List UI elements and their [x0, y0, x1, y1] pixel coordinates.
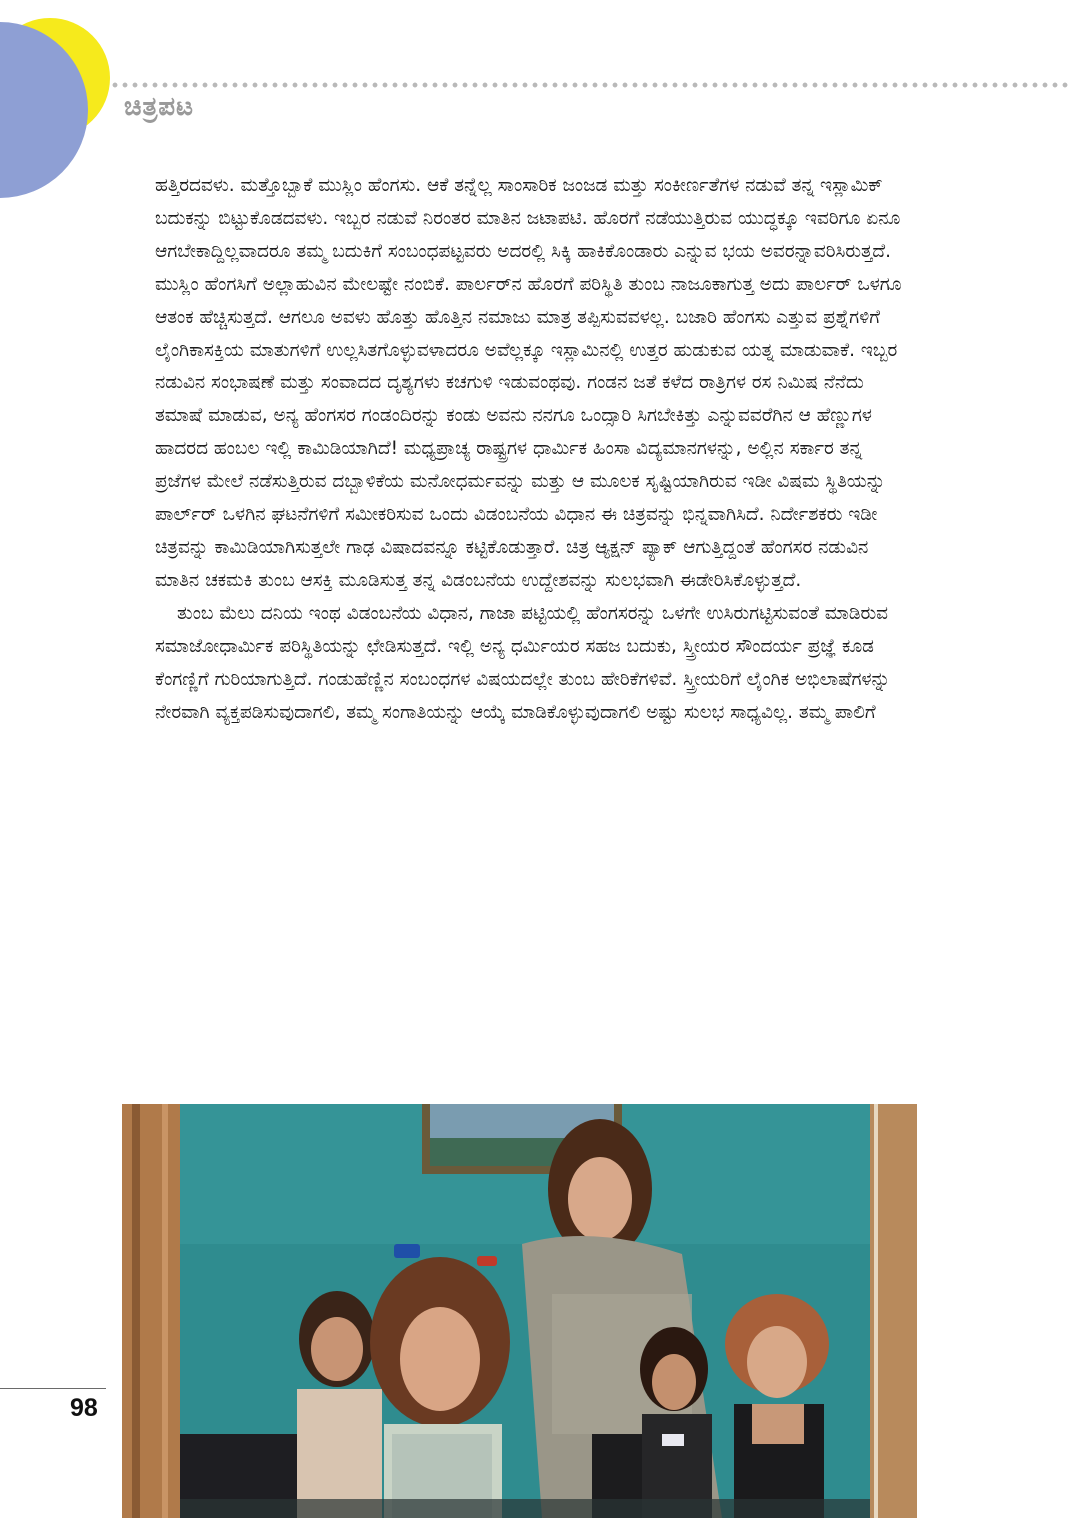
article-paragraph-1: ಹತ್ತಿರದವಳು. ಮತ್ತೊಬ್ಬಾಕೆ ಮುಸ್ಲಿಂ ಹೆಂಗಸು. ಆಕೆ ತನ್ನೆಲ್ಲ ಸಾಂಸಾರಿಕ ಜಂಜಡ ಮತ್ತು ಸಂಕೀರ್ಣತೆಗಳ ನಡುವೆ ತನ್ನ ಇಸ್ಲಾಮಿಕ್ ಬದುಕನ್ನು ಬಿಟ್ಟುಕೊಡದವಳು. ಇಬ್ಬರ ನಡುವೆ ನಿರಂತರ ಮಾತಿನ ಜಟಾಪಟಿ. ಹೊರಗೆ ನಡೆಯುತ್ತಿರುವ ಯುದ್ಧಕ್ಕೂ ಇವರಿಗೂ ಏನೂ ಆಗಬೇಕಾದ್ದಿಲ್ಲವಾದರೂ ತಮ್ಮ ಬದುಕಿಗೆ ಸಂಬಂಧಪಟ್ಟವರು ಅದರಲ್ಲಿ ಸಿಕ್ಕಿ ಹಾಕಿಕೊಂಡಾರು ಎನ್ನುವ ಭಯ ಅವರನ್ನಾವರಿಸಿರುತ್ತದೆ. ಮುಸ್ಲಿಂ ಹೆಂಗಸಿಗೆ ಅಲ್ಲಾಹುವಿನ ಮೇಲಷ್ಟೇ ನಂಬಿಕೆ. ಪಾರ್ಲರ್‌ನ ಹೊರಗೆ ಪರಿಸ್ಥಿತಿ ತುಂಬ ನಾಜೂಕಾಗುತ್ತ ಅದು ಪಾರ್ಲರ್ ಒಳಗೂ ಆತಂಕ ಹೆಚ್ಚಿಸುತ್ತದೆ. ಆಗಲೂ ಅವಳು ಹೊತ್ತು ಹೊತ್ತಿನ ನಮಾಜು ಮಾತ್ರ ತಪ್ಪಿಸುವವಳಲ್ಲ. ಬಜಾರಿ ಹೆಂಗಸು ಎತ್ತುವ ಪ್ರಶ್ನೆಗಳಿಗೆ ಲೈಂಗಿಕಾಸಕ್ತಿಯ ಮಾತುಗಳಿಗೆ ಉಲ್ಲಸಿತಗೊಳ್ಳುವಳಾದರೂ ಅವೆಲ್ಲಕ್ಕೂ ಇಸ್ಲಾಮಿನಲ್ಲಿ ಉತ್ತರ ಹುಡುಕುವ ಯತ್ನ ಮಾಡುವಾಕೆ. ಇಬ್ಬರ ನಡುವಿನ ಸಂಭಾಷಣೆ ಮತ್ತು ಸಂವಾದದ ದೃಶ್ಯಗಳು ಕಚಗುಳಿ ಇಡುವಂಥವು. ಗಂಡನ ಜತೆ ಕಳೆದ ರಾತ್ರಿಗಳ ರಸ ನಿಮಿಷ ನೆನೆದು ತಮಾಷೆ ಮಾಡುವ, ಅನ್ಯ ಹೆಂಗಸರ ಗಂಡಂದಿರನ್ನು ಕಂಡು ಅವನು ನನಗೂ ಒಂದ್ಸಾರಿ ಸಿಗಬೇಕಿತ್ತು ಎನ್ನುವವರೆಗಿನ ಆ ಹೆಣ್ಣುಗಳ ಹಾದರದ ಹಂಬಲ ಇಲ್ಲಿ ಕಾಮಿಡಿಯಾಗಿದೆ! ಮಧ್ಯಪ್ರಾಚ್ಯ ರಾಷ್ಟ್ರಗಳ ಧಾರ್ಮಿಕ ಹಿಂಸಾ ವಿದ್ಯಮಾನಗಳನ್ನು, ಅಲ್ಲಿನ ಸರ್ಕಾರ ತನ್ನ ಪ್ರಜೆಗಳ ಮೇಲೆ ನಡೆಸುತ್ತಿರುವ ದಬ್ಬಾಳಿಕೆಯ ಮನೋಧರ್ಮವನ್ನು ಮತ್ತು ಆ ಮೂಲಕ ಸೃಷ್ಟಿಯಾಗಿರುವ ಇಡೀ ವಿಷಮ ಸ್ಥಿತಿಯನ್ನು ಪಾರ್ಲ್‌ರ್ ಒಳಗಿನ ಘಟನೆಗಳಿಗೆ ಸಮೀಕರಿಸುವ ಒಂದು ವಿಡಂಬನೆಯ ವಿಧಾನ ಈ ಚಿತ್ರವನ್ನು ಭಿನ್ನವಾಗಿಸಿದೆ. ನಿರ್ದೇಶಕರು ಇಡೀ ಚಿತ್ರವನ್ನು ಕಾಮಿಡಿಯಾಗಿಸುತ್ತಲೇ ಗಾಢ ವಿಷಾದವನ್ನೂ ಕಟ್ಟಿಕೊಡುತ್ತಾರೆ. ಚಿತ್ರ ಆ್ಯಕ್ಷನ್ ಪ್ಯಾಕ್ ಆಗುತ್ತಿದ್ದಂತೆ ಹೆಂಗಸರ ನಡುವಿನ ಮಾತಿನ ಚಕಮಕಿ ತುಂಬ ಆಸಕ್ತಿ ಮೂಡಿಸುತ್ತ ತನ್ನ ವಿಡಂಬನೆಯ ಉದ್ದೇಶವನ್ನು ಸುಲಭವಾಗಿ ಈಡೇರಿಸಿಕೊಳ್ಳುತ್ತದೆ. — [155, 175, 902, 591]
page-number: 98 — [70, 1394, 98, 1422]
page-number-rule — [0, 1388, 106, 1389]
film-still-illustration — [122, 1104, 917, 1518]
dotted-rule — [110, 82, 1072, 88]
article-body — [155, 170, 903, 729]
article-paragraph-2: ತುಂಬ ಮೆಲು ದನಿಯ ಇಂಥ ವಿಡಂಬನೆಯ ವಿಧಾನ, ಗಾಜಾ ಪಟ್ಟಿಯಲ್ಲಿ ಹೆಂಗಸರನ್ನು ಒಳಗೇ ಉಸಿರುಗಟ್ಟಿಸುವಂತೆ ಮಾಡಿರುವ ಸಮಾಜೋಧಾರ್ಮಿಕ ಪರಿಸ್ಥಿತಿಯನ್ನು ಛೇಡಿಸುತ್ತದೆ. ಇಲ್ಲಿ ಅನ್ಯ ಧರ್ಮಿಯರ ಸಹಜ ಬದುಕು, ಸ್ತ್ರೀಯರ ಸೌಂದರ್ಯ ಪ್ರಜ್ಞೆ ಕೂಡ ಕೆಂಗಣ್ಣಿಗೆ ಗುರಿಯಾಗುತ್ತಿದೆ. ಗಂಡುಹೆಣ್ಣಿನ ಸಂಬಂಧಗಳ ವಿಷಯದಲ್ಲೇ ತುಂಬ ಹೇರಿಕೆಗಳಿವೆ. ಸ್ತ್ರೀಯರಿಗೆ ಲೈಂಗಿಕ ಅಭಿಲಾಷೆಗಳನ್ನು ನೇರವಾಗಿ ವ್ಯಕ್ತಪಡಿಸುವುದಾಗಲಿ, ತಮ್ಮ ಸಂಗಾತಿಯನ್ನು ಆಯ್ಕೆ ಮಾಡಿಕೊಳ್ಳುವುದಾಗಲಿ ಅಷ್ಟು ಸುಲಭ ಸಾಧ್ಯವಿಲ್ಲ. ತಮ್ಮ ಪಾಲಿಗೆ — [155, 602, 891, 723]
film-still-photo — [122, 1104, 917, 1518]
section-title: ಚಿತ್ರಪಟ — [124, 92, 194, 122]
